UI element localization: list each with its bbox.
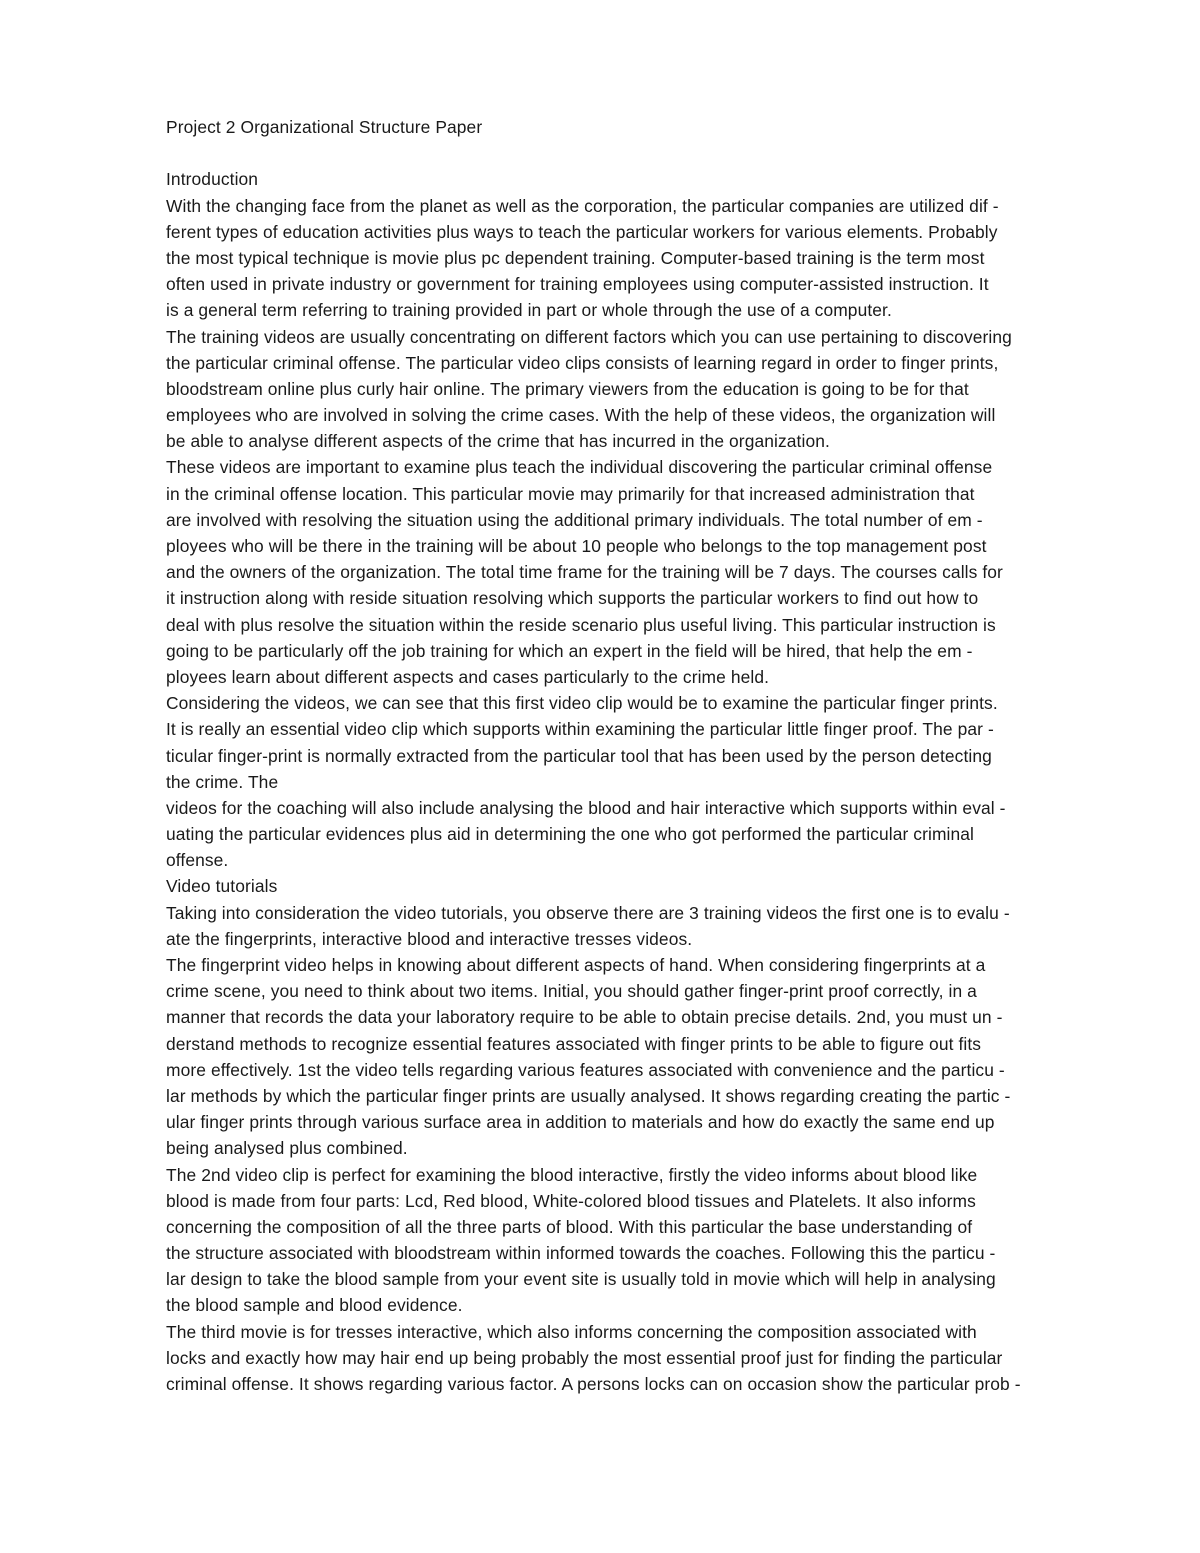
text-line: the structure associated with bloodstream within informed towards the coaches. Following this the particu - (166, 1243, 996, 1264)
text-line: ate the fingerprints, interactive blood and interactive tresses videos. (166, 928, 693, 949)
paragraph-text (166, 166, 1136, 1397)
text-line: often used in private industry or government for training employees using computer-assisted instruction. It (166, 274, 989, 295)
text-line: and the owners of the organization. The total time frame for the training will be 7 days. The courses calls for (166, 562, 1003, 583)
text-line: uating the particular evidences plus aid in determining the one who got performed the particular criminal (166, 824, 975, 845)
text-line: The third movie is for tresses interactive, which also informs concerning the composition associated with (166, 1321, 977, 1342)
text-line: the crime. The (166, 771, 279, 792)
text-line: going to be particularly off the job training for which an expert in the field will be hired, that help the em - (166, 640, 973, 661)
text-line: videos for the coaching will also include analysing the blood and hair interactive which supports within eval - (166, 797, 1006, 818)
text-line: ployees learn about different aspects and cases particularly to the crime held. (166, 666, 770, 687)
text-line: offense. (166, 850, 229, 871)
text-line: being analysed plus combined. (166, 1138, 408, 1159)
text-line: Video tutorials (166, 876, 278, 897)
text-line: The training videos are usually concentrating on different factors which you can use pertaining to discovering (166, 326, 1012, 347)
text-line: locks and exactly how may hair end up being probably the most essential proof just for finding the particular (166, 1347, 1003, 1368)
text-line: it instruction along with reside situation resolving which supports the particular workers to find out how to (166, 588, 979, 609)
text-line: more effectively. 1st the video tells regarding various features associated with convenience and the particu - (166, 1059, 1005, 1080)
text-line: These videos are important to examine plus teach the individual discovering the particular criminal offense (166, 457, 993, 478)
text-line: blood is made from four parts: Lcd, Red blood, White-colored blood tissues and Platelets. It also informs (166, 1190, 976, 1211)
text-line: crime scene, you need to think about two items. Initial, you should gather finger-print proof correctly, in a (166, 981, 977, 1002)
text-line: the blood sample and blood evidence. (166, 1295, 463, 1316)
text-line: With the changing face from the planet as well as the corporation, the particular companies are utilized dif - (166, 195, 999, 216)
text-line: be able to analyse different aspects of the crime that has incurred in the organization. (166, 431, 830, 452)
text-line: The fingerprint video helps in knowing about different aspects of hand. When considering fingerprints at a (166, 955, 986, 975)
text-line: the particular criminal offense. The particular video clips consists of learning regard in order to finger prints, (166, 352, 999, 373)
text-line: concerning the composition of all the three parts of blood. With this particular the base understanding of (166, 1216, 973, 1237)
text-line: are involved with resolving the situation using the additional primary individuals. The total number of em - (166, 509, 983, 530)
text-line: lar methods by which the particular finger prints are usually analysed. It shows regarding creating the partic - (166, 1085, 1011, 1106)
text-line: employees who are involved in solving the crime cases. With the help of these videos, the organization will (166, 405, 996, 426)
text-line: in the criminal offense location. This particular movie may primarily for that increased administration that (166, 483, 975, 504)
text-line: manner that records the data your laboratory require to be able to obtain precise details. 2nd, you must un - (166, 1007, 1003, 1028)
text-line: bloodstream online plus curly hair online. The primary viewers from the education is going to be for that (166, 378, 969, 399)
text-line: criminal offense. It shows regarding various factor. A persons locks can on occasion show the particular prob - (166, 1374, 1021, 1394)
text-line: the most typical technique is movie plus pc dependent training. Computer-based training is the term most (166, 247, 985, 268)
text-line: derstand methods to recognize essential features associated with finger prints to be able to figure out fits (166, 1033, 982, 1054)
text-line: ular finger prints through various surface area in addition to materials and how do exactly the same end up (166, 1112, 995, 1133)
text-line: ticular finger-print is normally extracted from the particular tool that has been used by the person detecting (166, 745, 992, 766)
text-line: It is really an essential video clip which supports within examining the particular little finger proof. The par - (166, 719, 994, 740)
text-line: ployees who will be there in the training will be about 10 people who belongs to the top management post (166, 536, 987, 556)
document-body (166, 114, 1136, 1397)
text-line: The 2nd video clip is perfect for examining the blood interactive, firstly the video informs about blood like (166, 1164, 978, 1185)
text-line: lar design to take the blood sample from your event site is usually told in movie which will help in analysing (166, 1269, 996, 1290)
document-title: Project 2 Organizational Structure Paper (166, 117, 483, 137)
text-line: is a general term referring to training provided in part or whole through the use of a computer. (166, 300, 892, 321)
text-line: Taking into consideration the video tutorials, you observe there are 3 training videos the first one is to evalu - (166, 902, 1010, 923)
text-line: ferent types of education activities plus ways to teach the particular workers for various elements. Probably (166, 221, 998, 242)
text-line: Introduction (166, 169, 259, 190)
text-line: deal with plus resolve the situation within the reside scenario plus useful living. This particular instruction is (166, 614, 996, 635)
text-line: Considering the videos, we can see that this first video clip would be to examine the particular finger prints. (166, 693, 998, 714)
